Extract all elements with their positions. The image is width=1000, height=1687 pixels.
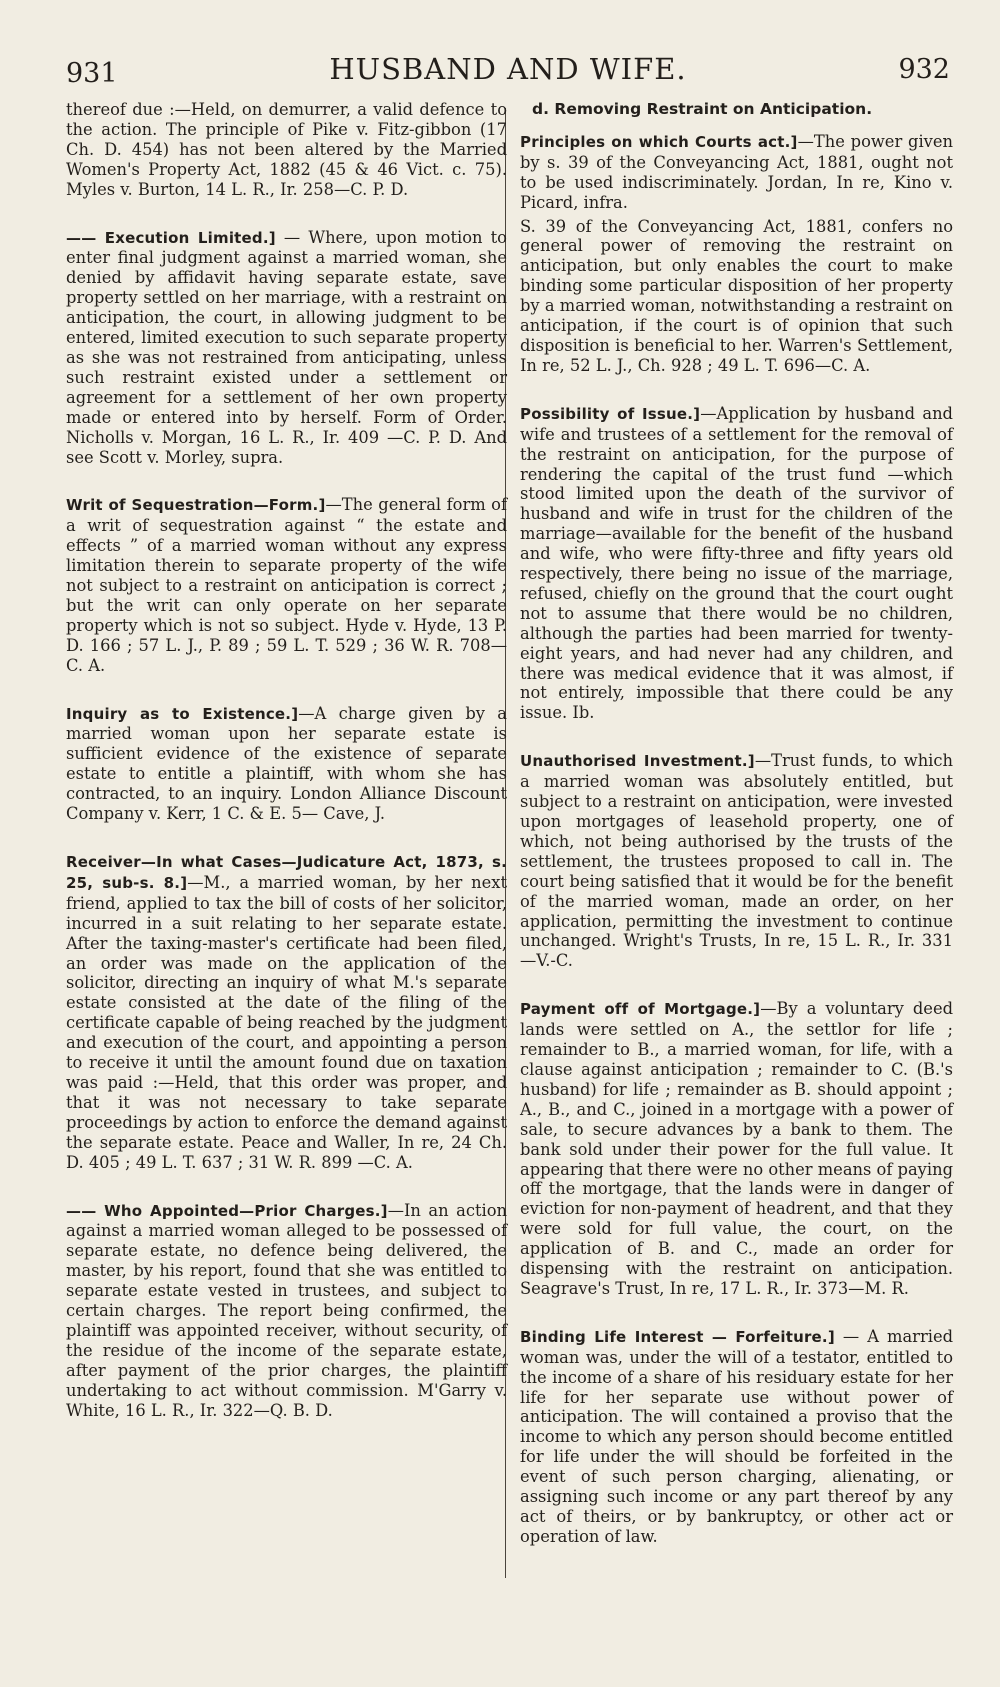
entry-payment-off-of-mortgage bbox=[520, 999, 953, 1299]
page-number-right: 932 bbox=[898, 54, 950, 85]
entry-unauthorised-investment bbox=[520, 751, 953, 971]
page-number-left: 931 bbox=[66, 58, 118, 89]
entry-text: —M., a married woman, by her next friend, applied to tax the bill of costs of her solicitor, incurred in a suit relating to her separate estate. After the taxing-master's certificate had been filed, an order was made on the application of the solicitor, directing an inquiry of what M.'s separate estate consisted at the date of the filing of the certificate capable of being reached by the judgment and execution of the court, and appointing a person to receive it until the amount found due on taxation was paid :—Held, that this order was proper, and that it was not necessary to take separate proceedings by action to enforce the demand against the separate estate. Peace and Waller, In re, 24 Ch. D. 405 ; 49 L. T. 637 ; 31 W. R. 899 —C. A. bbox=[66, 872, 507, 1172]
entry-receiver bbox=[66, 852, 507, 1173]
entry-principles bbox=[520, 132, 953, 213]
entry-text: S. 39 of the Conveyancing Act, 1881, confers no general power of removing the restraint on anticipation, but only enables the court to make binding some particular disposition of her property by a married woman, notwithstanding a restraint on anticipation, if the court is of opinion that such disposition is beneficial to her. Warren's Settlement, In re, 52 L. J., Ch. 928 ; 49 L. T. 696—C. A. bbox=[520, 216, 953, 375]
entry-heading: Unauthorised Investment.] bbox=[520, 752, 755, 771]
entry-writ-of-sequestration bbox=[66, 495, 507, 675]
entry-heading: —— Execution Limited.] bbox=[66, 228, 276, 247]
running-header bbox=[66, 50, 950, 90]
page-title: HUSBAND AND WIFE. bbox=[329, 52, 687, 86]
entry-possibility-of-issue bbox=[520, 404, 953, 724]
entry-heading: —— Who Appointed—Prior Charges.] bbox=[66, 1201, 388, 1220]
entry-execution-limited bbox=[66, 228, 507, 468]
entry-binding-life-interest bbox=[520, 1327, 953, 1547]
entry-heading: Payment off of Mortgage.] bbox=[520, 1000, 761, 1019]
entry-heading: Principles on which Courts act.] bbox=[520, 132, 798, 151]
entry-text: —In an action against a married woman alleged to be possessed of separate estate, no defence being delivered, the master, by his report, found that she was entitled to separate estate vested in trustees, and subject to certain charges. The report being confirmed, the plaintiff was appointed receiver, without security, of the residue of the income of the separate estate, after payment of the prior charges, the plaintiff undertaking to act without commission. M'Garry v. White, 16 L. R., Ir. 322—Q. B. D. bbox=[66, 1200, 507, 1420]
entry-text: —A charge given by a married woman upon her separate estate is sufficient evidence of the existence of separate estate to entitle a plaintiff, with whom she has contracted, to an inquiry. London Alliance Discount Company v. Kerr, 1 C. & E. 5— Cave, J. bbox=[66, 703, 507, 824]
continued-paragraph bbox=[66, 100, 507, 200]
right-column bbox=[520, 100, 953, 1575]
entry-text: — A married woman was, under the will of a testator, entitled to the income of a share of his residuary estate for her life for her separate use without power of anticipation. The will contained a proviso that the income to which any person should become entitled for life under the will should be forfeited in the event of such person charging, alienating, or assigning such income or any part thereof by any act of theirs, or by bankruptcy, or other act or operation of law. bbox=[520, 1326, 953, 1546]
entry-text: thereof due :—Held, on demurrer, a valid defence to the action. The principle of Pike v. Fitz-gibbon (17 Ch. D. 454) has not been altered by the Married Women's Property Act, 1882 (45 & 46 Vict. c. 75). Myles v. Burton, 14 L. R., Ir. 258—C. P. D. bbox=[66, 100, 507, 199]
entry-heading: Inquiry as to Existence.] bbox=[66, 704, 299, 723]
entry-text: —Application by husband and wife and trustees of a settlement for the removal of the restraint on anticipation, for the purpose of rendering the capital of the trust fund —which stood limited upon the death of the survivor of husband and wife in trust for the children of the marriage—available for the benefit of the husband and wife, who were fifty-three and fifty years old respectively, there being no issue of the marriage, refused, chiefly on the ground that the court ought not to assume that there would be no children, although the parties had been married for twenty-eight years, and had never had any children, and there was medical evidence that it was almost, if not entirely, impossible that there could be any issue. Ib. bbox=[520, 403, 953, 723]
entry-text: —The general form of a writ of sequestration against “ the estate and effects ” of a married woman without any express limitation therein to separate property of the wife not subject to a restraint on anticipation is correct ; but the writ can only operate on her separate property which is not so subject. Hyde v. Hyde, 13 P. D. 166 ; 57 L. J., P. 89 ; 59 L. T. 529 ; 36 W. R. 708— C. A. bbox=[66, 495, 508, 675]
entry-heading: Writ of Sequestration—Form.] bbox=[66, 496, 326, 515]
entry-heading: Possibility of Issue.] bbox=[520, 404, 701, 423]
entry-heading: Receiver—In what Cases—Judicature Act, 1873, s. 25, sub-s. 8.] bbox=[66, 853, 507, 892]
entry-who-appointed bbox=[66, 1201, 507, 1421]
entry-text: —Trust funds, to which a married woman was absolutely entitled, but subject to a restraint on anticipation, were invested upon mortgages of leasehold property, one of which, not being authorised by the trusts of the settlement, the trustees proposed to call in. The court being satisfied that it would be for the benefit of the married woman, made an order, on her application, permitting the investment to continue unchanged. Wright's Trusts, In re, 15 L. R., Ir. 331—V.-C. bbox=[520, 751, 953, 971]
entry-principles-continued bbox=[520, 217, 953, 376]
entry-text: —The power given by s. 39 of the Conveyancing Act, 1881, ought not to be used indiscriminately. Jordan, In re, Kino v. Picard, infra. bbox=[520, 131, 953, 212]
entry-text: — Where, upon motion to enter final judgment against a married woman, she denied by affidavit having separate estate, save property settled on her marriage, with a restraint on anticipation, the court, in allowing judgment to be entered, limited execution to such separate property as she was not restrained from anticipating, unless such restraint existed under a settlement or agreement for a settlement of her own property made or entered into by herself. Form of Order. Nicholls v. Morgan, 16 L. R., Ir. 409 —C. P. D. And see Scott v. Morley, supra. bbox=[66, 227, 507, 467]
section-heading: d. Removing Restraint on Anticipation. bbox=[532, 100, 873, 118]
entry-inquiry-as-to-existence bbox=[66, 704, 507, 824]
entry-heading: Binding Life Interest — Forfeiture.] bbox=[520, 1327, 835, 1346]
entry-text: —By a voluntary deed lands were settled on A., the settlor for life ; remainder to B., a married woman, for life, with a clause against anticipation ; remainder to C. (B.'s husband) for life ; remainder as B. should appoint ; A., B., and C., joined in a mortgage with a power of sale, to secure advances by a bank to them. The bank sold under their power for the full value. It appearing that there were no other means of paying off the mortgage, that the lands were in danger of eviction for non-payment of headrent, and that they were sold for full value, the court, on the application of B. and C., made an order for dispensing with the restraint on anticipation. Seagrave's Trust, In re, 17 L. R., Ir. 373—M. R. bbox=[520, 999, 953, 1298]
left-column bbox=[66, 100, 507, 1448]
